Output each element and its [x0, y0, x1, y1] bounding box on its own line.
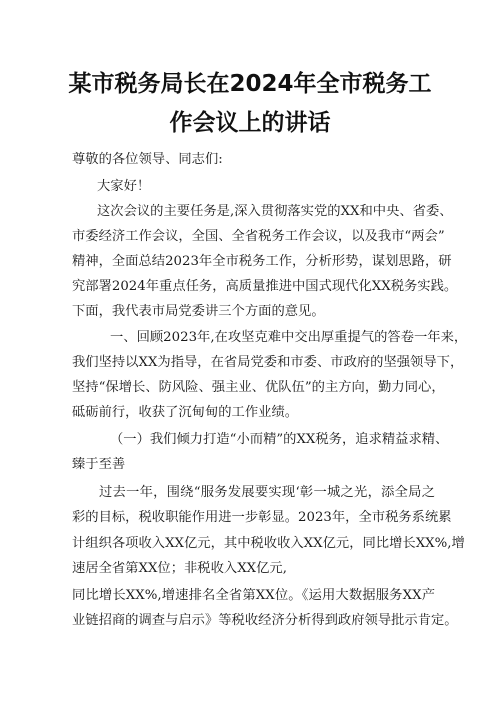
paragraph-line: 这次会议的主要任务是,深入贯彻落实党的XX和中央、省委、 [97, 204, 453, 219]
paragraph-line: 究部署2024年重点任务，高质量推进中国式现代化XX税务实践。 [72, 279, 458, 294]
document-title-line-2: 作会议上的讲话 [169, 110, 331, 136]
paragraph-line: 速居全省第XX位；非税收入XX亿元, [72, 561, 287, 576]
paragraph-line: 砥砺前行，收获了沉甸甸的工作业绩。 [72, 405, 299, 420]
paragraph-line: 下面，我代表市局党委讲三个方面的意见。 [72, 304, 325, 319]
paragraph-line: 业链招商的调查与启示》等税收经济分析得到政府领导批示肯定。 [72, 613, 458, 628]
paragraph-line: 彩的目标，税收职能作用进一步彰显。2023年，全市税务系统累 [72, 510, 452, 525]
paragraph-line: 我们坚持以XX为指导，在省局党委和市委、市政府的坚强领导下， [72, 355, 464, 370]
paragraph-line: 过去一年，围绕“服务发展要实现‘彰一城之光，添全局之 [99, 485, 435, 500]
subsection-heading-1: （一）我们倾力打造“小而精”的XX税务，追求精益求精、 [110, 432, 449, 447]
section-heading-1: 一、回顾2023年,在攻坚克难中交出厚重提气的答卷一年来， [110, 330, 468, 345]
paragraph-line: 同比增长XX%,增速排名全省第XX位。《运用大数据服务XX产 [72, 588, 435, 603]
salutation: 尊敬的各位领导、同志们: [72, 152, 223, 167]
greeting: 大家好！ [97, 179, 151, 194]
paragraph-line: 计组织各项收入XX亿元，其中税收收入XX亿元，同比增长XX%,增 [72, 536, 465, 551]
paragraph-line: 坚持“保增长、防风险、强主业、优队伍”的主方向，勤力同心， [72, 380, 445, 395]
document-title-line-1: 某市税务局长在2024年全市税务工 [68, 71, 432, 97]
paragraph-line: 市委经济工作会议，全国、全省税务工作会议，以及我市“两会” [72, 229, 445, 244]
subsection-heading-1-cont: 臻于至善 [72, 457, 126, 472]
paragraph-line: 精神，全面总结2023年全市税务工作，分析形势，谋划思路，研 [72, 254, 452, 269]
